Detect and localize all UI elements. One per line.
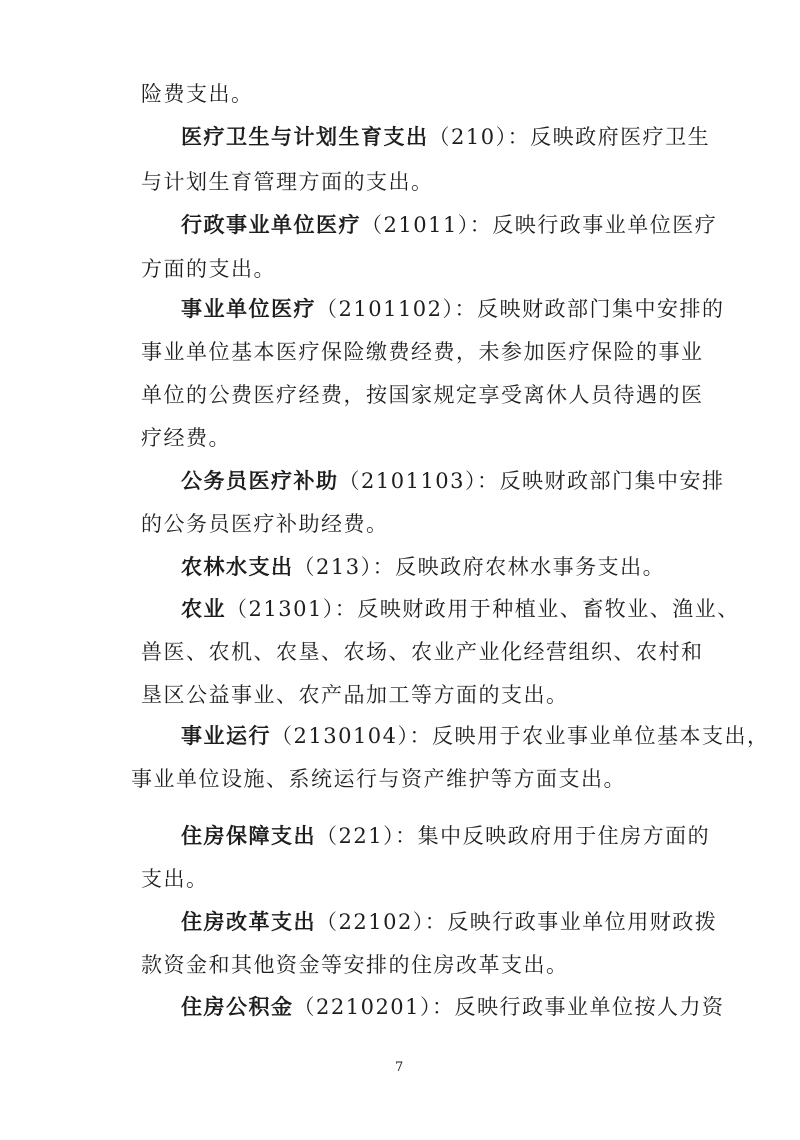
term-heading: 事业单位医疗 — [181, 296, 316, 321]
term-heading: 事业运行 — [181, 723, 271, 748]
term-heading: 住房公积金 — [181, 994, 294, 1019]
term-heading: 住房改革支出 — [181, 909, 316, 934]
paragraph-first-line — [181, 295, 725, 323]
term-heading: 公务员医疗补助 — [181, 468, 339, 493]
paragraph-line — [141, 865, 209, 893]
paragraph-line — [141, 424, 231, 452]
paragraph-line — [141, 338, 704, 366]
paragraph-line — [141, 381, 704, 409]
paragraph-first-line — [181, 123, 710, 151]
line-text: （21011）：反映行政事业单位医疗 — [361, 213, 718, 237]
paragraph-line — [141, 255, 276, 283]
line-text: （2101103）：反映财政部门集中安排 — [338, 469, 725, 493]
line-text: （2101102）：反映财政部门集中安排的 — [316, 297, 725, 321]
paragraph-first-line — [181, 595, 740, 623]
paragraph-first-line — [181, 467, 725, 495]
paragraph-line — [141, 951, 569, 979]
term-heading: 行政事业单位医疗 — [181, 212, 361, 237]
line-text: 事业单位设施、系统运行与资产维护等方面支出。 — [131, 767, 626, 791]
paragraph-line — [141, 681, 569, 709]
line-text: 疗经费。 — [141, 426, 231, 450]
line-text: （21301）：反映财政用于种植业、畜牧业、渔业、 — [226, 597, 740, 621]
paragraph-line — [141, 510, 389, 538]
line-text: （213）：反映政府农林水事务支出。 — [293, 555, 666, 579]
paragraph-line — [141, 168, 434, 196]
paragraph-first-line — [141, 80, 254, 108]
line-text: （22102）：反映行政事业单位用财政拨 — [316, 910, 718, 934]
paragraph-line — [131, 765, 626, 793]
line-text: 方面的支出。 — [141, 257, 276, 281]
line-text: 垦区公益事业、农产品加工等方面的支出。 — [141, 683, 569, 707]
line-text: 事业单位基本医疗保险缴费经费，未参加医疗保险的事业 — [141, 340, 704, 364]
term-heading: 住房保障支出 — [181, 823, 316, 848]
line-text: 款资金和其他资金等安排的住房改革支出。 — [141, 953, 569, 977]
page-number: 7 — [395, 1060, 404, 1075]
paragraph-first-line — [181, 722, 770, 750]
term-heading: 农业 — [181, 596, 226, 621]
term-heading: 农林水支出 — [181, 554, 294, 579]
line-text: （2130104）：反映用于农业事业单位基本支出， — [271, 724, 770, 748]
paragraph-first-line — [181, 993, 725, 1021]
line-text: 险费支出。 — [141, 82, 254, 106]
line-text: 支出。 — [141, 867, 209, 891]
paragraph-first-line — [181, 908, 717, 936]
line-text: 单位的公费医疗经费，按国家规定享受离休人员待遇的医 — [141, 383, 704, 407]
paragraph-first-line — [181, 211, 717, 239]
line-text: 与计划生育管理方面的支出。 — [141, 170, 434, 194]
line-text: （2210201）：反映行政事业单位按人力资 — [293, 995, 725, 1019]
term-heading: 医疗卫生与计划生育支出 — [181, 124, 429, 149]
line-text: （210）：反映政府医疗卫生 — [428, 125, 711, 149]
paragraph-first-line — [181, 822, 710, 850]
line-text: 的公务员医疗补助经费。 — [141, 512, 389, 536]
line-text: 兽医、农机、农垦、农场、农业产业化经营组织、农村和 — [141, 640, 704, 664]
paragraph-line — [141, 638, 704, 666]
line-text: （221）：集中反映政府用于住房方面的 — [316, 824, 711, 848]
paragraph-first-line — [181, 553, 665, 581]
